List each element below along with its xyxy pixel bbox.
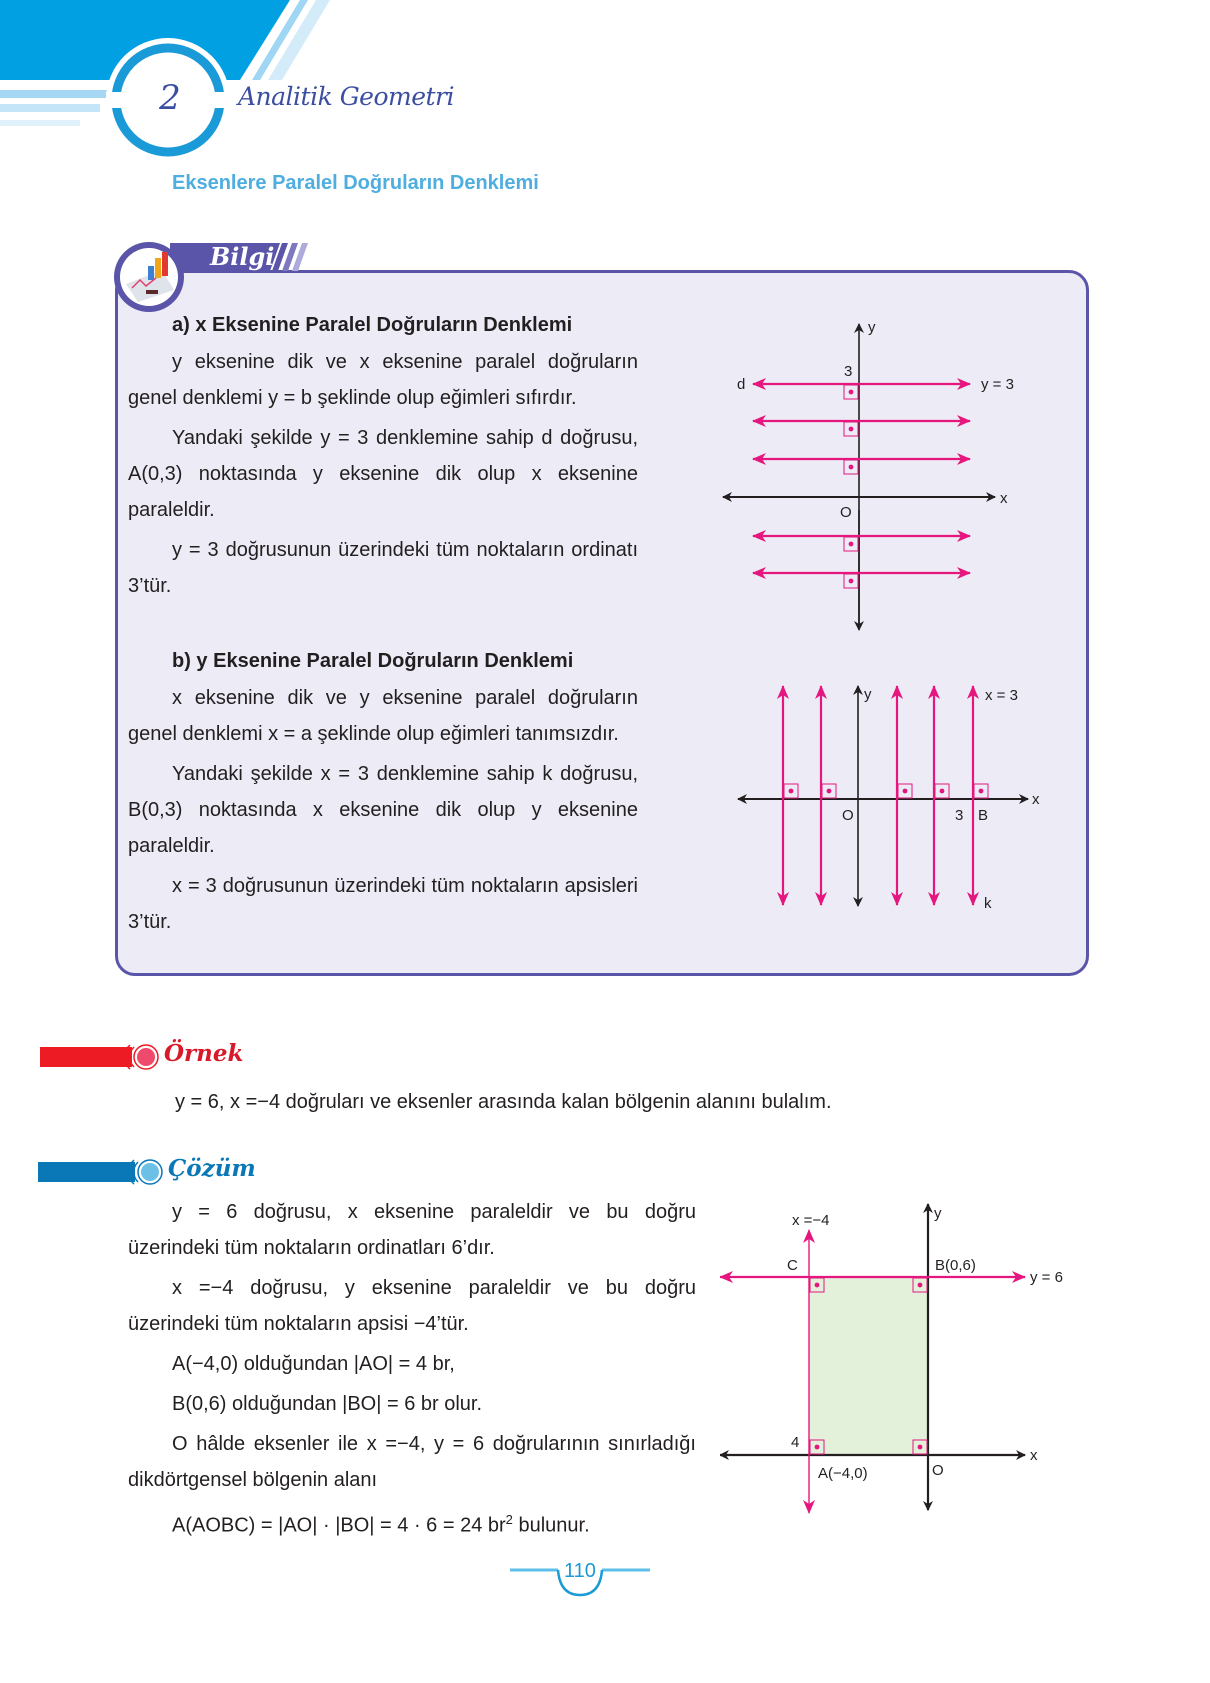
formula-exponent: 2 [505,1512,513,1527]
horizontal-line-label: y = 6 [1030,1269,1063,1286]
point-c-label: C [787,1257,798,1274]
y-axis-label: y [868,319,876,336]
page-number: 110 [564,1560,596,1582]
x-parallel-lines-diagram [700,310,1040,650]
x-axis-label: x [1030,1447,1038,1464]
line-name-label: k [984,895,992,912]
y-parallel-lines-diagram [720,670,1060,920]
tick-label: 3 [955,807,964,824]
side-length-label: 4 [791,1434,800,1451]
point-b-label: B(0,6) [935,1257,976,1274]
part-a-text [128,344,638,604]
vertical-line-label: x =−4 [792,1212,830,1229]
part-b-paragraph: x eksenine dik ve y eksenine paralel doğruların genel denklemi x = a şeklinde olup eğimleri tanımsızdır. [128,687,638,745]
solution-bar [38,1162,135,1182]
target-icon [126,1042,160,1072]
origin-label: O [842,807,854,824]
example-label: Örnek [164,1040,244,1067]
origin-label: O [932,1462,944,1479]
part-a-heading: a) x Eksenine Paralel Doğruların Denklemi [172,314,573,336]
origin-label: O [840,504,852,521]
part-a-paragraph: Yandaki şekilde y = 3 denklemine sahip d doğrusu, A(0,3) noktasında y eksenine dik olup x eksenine paraleldir. [128,427,638,521]
solution-line: y = 6 doğrusu, x eksenine paraleldir ve bu doğru üzerindeki tüm noktaların ordinatları 6’dır. [128,1201,696,1259]
solution-line: x =−4 doğrusu, y eksenine paraleldir ve bu doğru üzerindeki tüm noktaların apsisi −4’tür. [128,1277,696,1335]
solution-label: Çözüm [168,1155,256,1182]
formula-text: A(AOBC) = |AO| · |BO| = 4 · 6 = 24 br [172,1514,506,1537]
chapter-number: 2 [159,78,181,118]
point-b-label: B [978,807,989,824]
line-equation-label: y = 3 [981,376,1014,393]
part-a-paragraph: y = 3 doğrusunun üzerindeki tüm noktaların ordinatı 3’tür. [128,539,638,597]
y-axis-label: y [864,686,872,703]
example-text: y = 6, x =−4 doğruları ve eksenler arasında kalan bölgenin alanını bulalım. [175,1091,832,1113]
target-icon [130,1157,164,1187]
chapter-title: Analitik Geometri [238,82,454,111]
line-equation-label: x = 3 [985,687,1018,704]
solution-line: A(−4,0) olduğundan |AO| = 4 br, [172,1353,455,1375]
rectangle-area-diagram [720,1200,1090,1530]
part-a-paragraph: y eksenine dik ve x eksenine paralel doğruların genel denklemi y = b şeklinde olup eğimleri sıfırdır. [128,351,638,409]
part-b-paragraph: x = 3 doğrusunun üzerindeki tüm noktaların apsisleri 3’tür. [128,875,638,933]
chart-icon [112,240,188,316]
x-axis-label: x [1032,791,1040,808]
point-a-label: A(−4,0) [818,1465,868,1482]
part-b-heading: b) y Eksenine Paralel Doğruların Denklemi [172,650,574,672]
tick-label: 3 [844,363,853,380]
y-axis-label: y [934,1205,942,1222]
solution-area-formula [128,1502,696,1544]
x-axis-label: x [1000,490,1008,507]
solution-line: B(0,6) olduğundan |BO| = 6 br olur. [172,1393,483,1415]
part-b-text [128,680,638,940]
formula-suffix: bulunur. [512,1514,590,1537]
part-b-paragraph: Yandaki şekilde x = 3 denklemine sahip k doğrusu, B(0,3) noktasında x eksenine dik olup y eksenine paraleldir. [128,763,638,857]
info-label: Bilgi [210,242,275,271]
section-title: Eksenlere Paralel Doğruların Denklemi [172,172,539,194]
shaded-region [809,1277,928,1455]
solution-line: O hâlde eksenler ile x =−4, y = 6 doğrularının sınırladığı dikdörtgensel bölgenin alanı [128,1433,696,1491]
example-bar [40,1047,132,1067]
line-name-label: d [737,376,746,393]
solution-text [128,1194,696,1544]
